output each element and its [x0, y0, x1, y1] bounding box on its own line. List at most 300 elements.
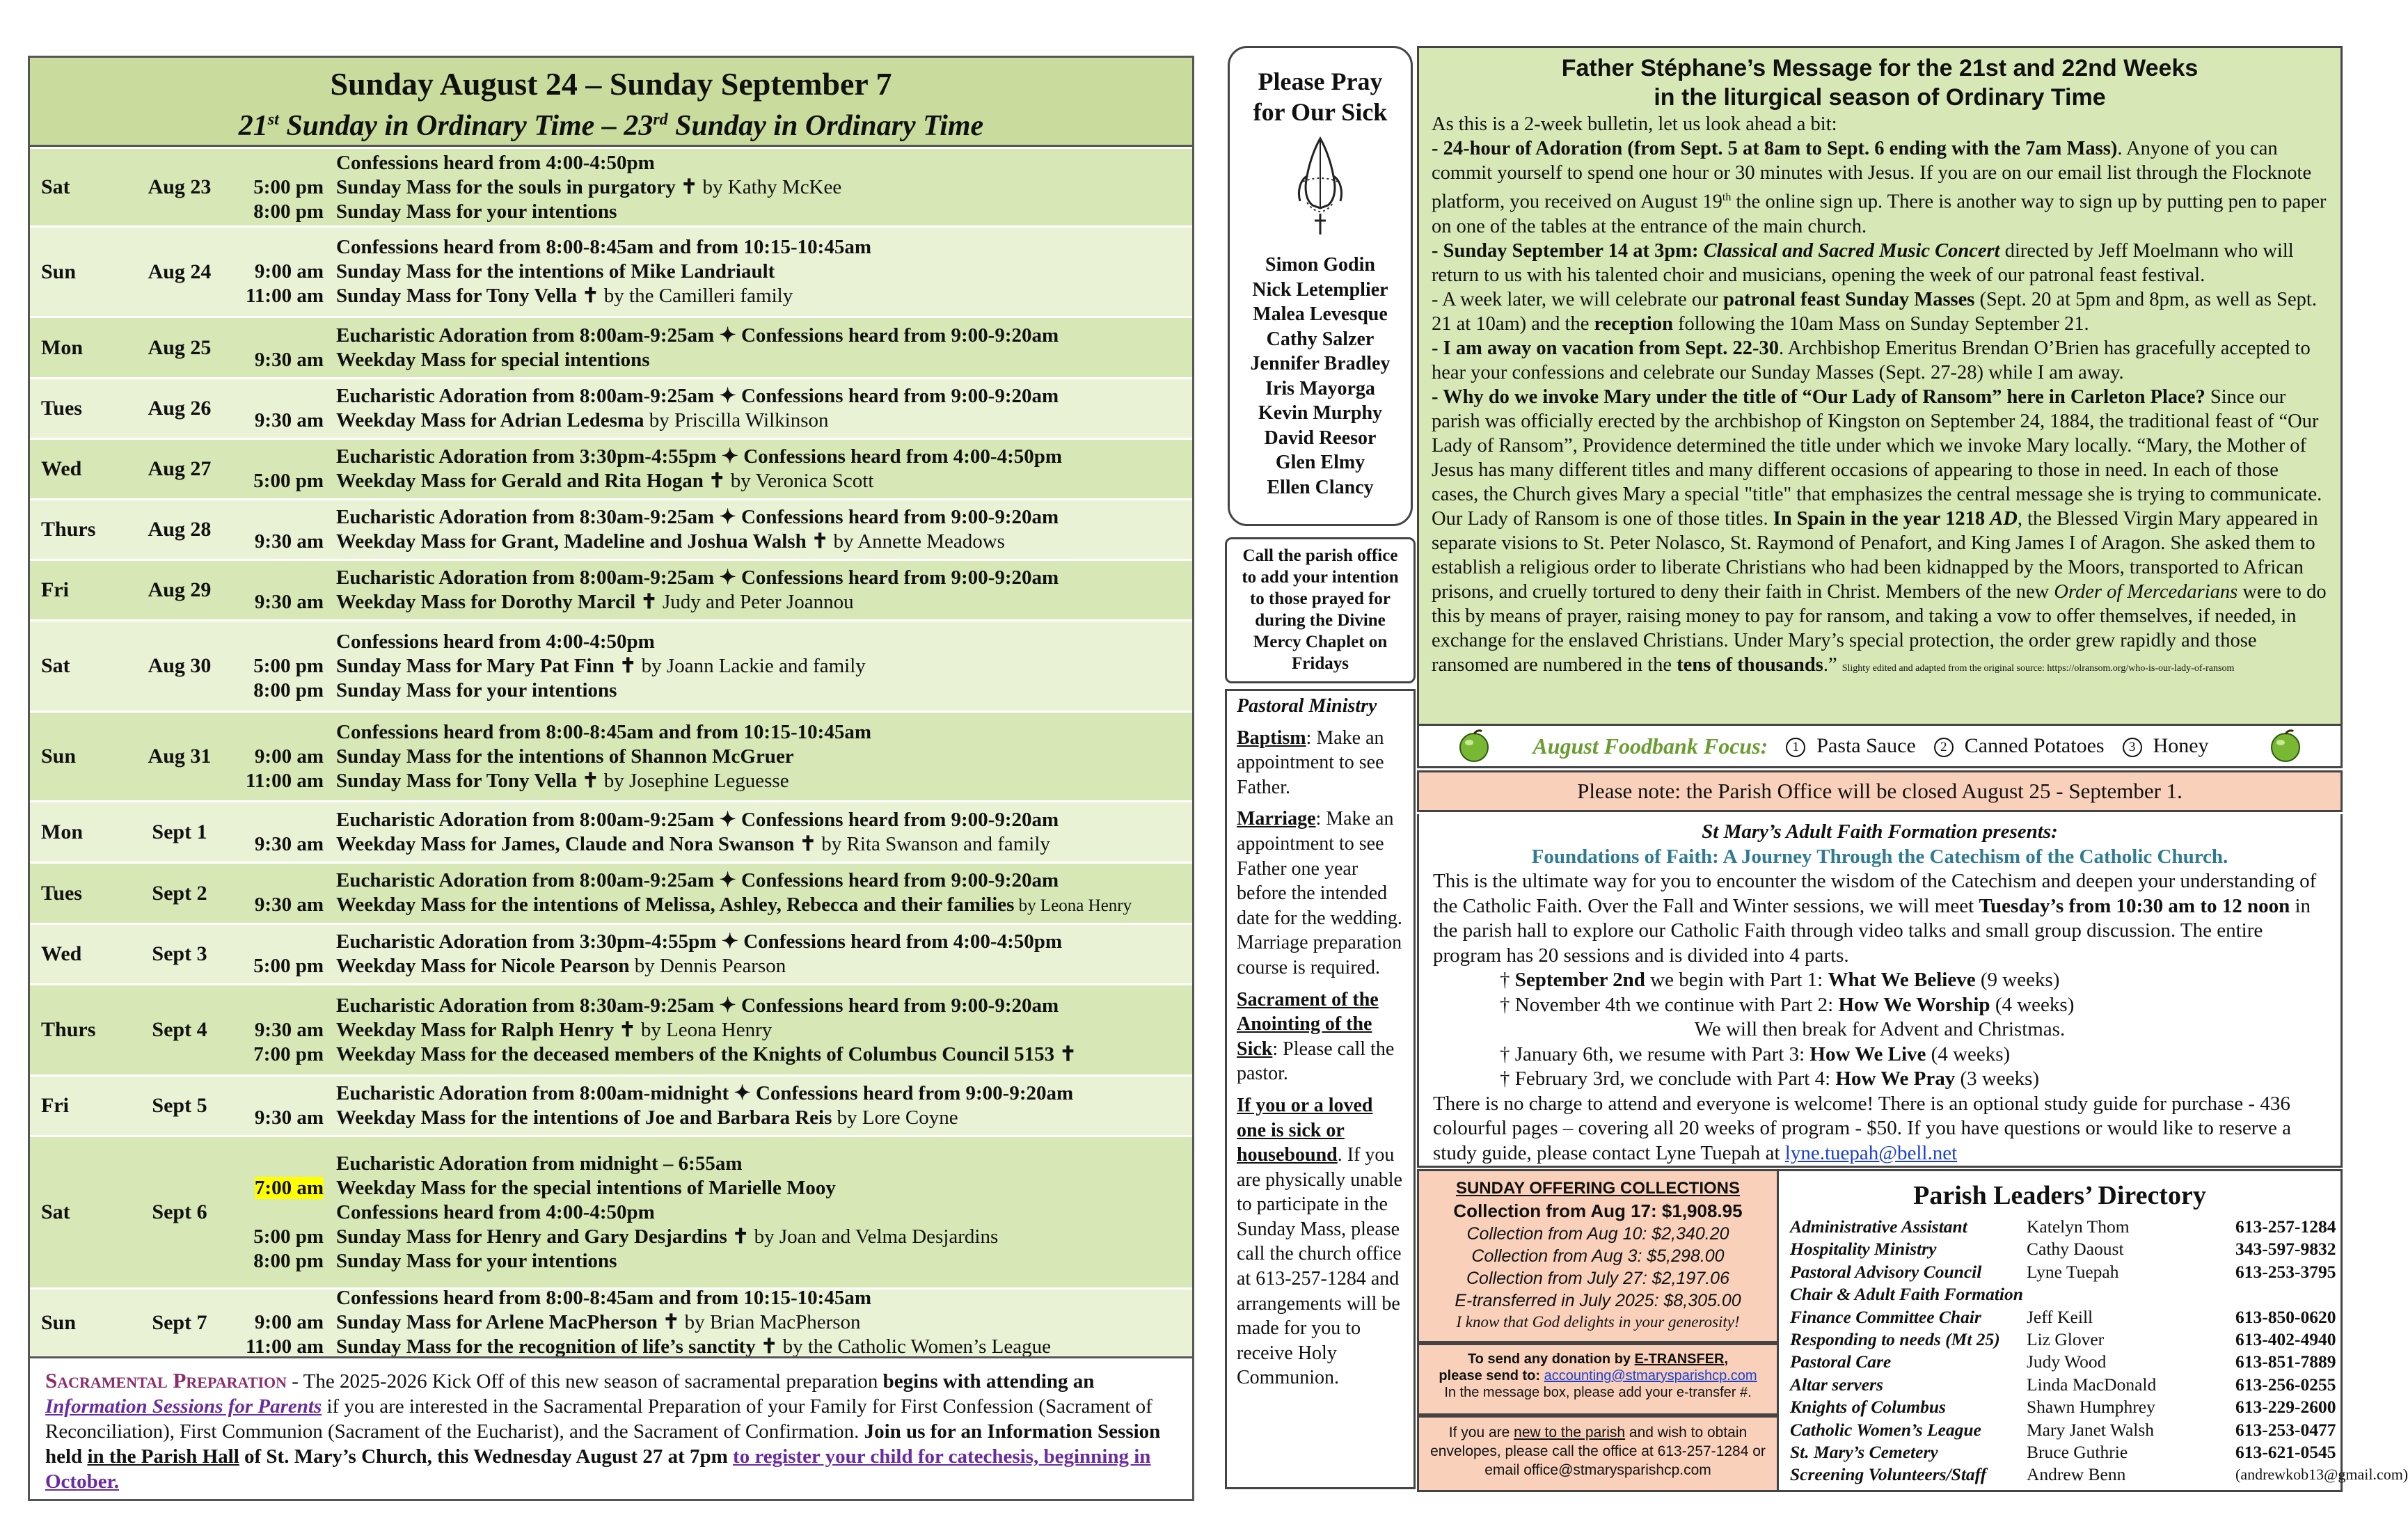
schedule-day: Fri: [41, 578, 69, 601]
schedule-entry: [232, 745, 1192, 769]
schedule-entry: [232, 868, 1192, 893]
offering-line: Collection from July 27: $2,197.06: [1466, 1269, 1729, 1288]
directory-name: Cathy Daoust: [2027, 1239, 2124, 1260]
schedule-row: [30, 318, 1192, 379]
entry-text: Eucharistic Adoration from 8:00am-midnight ✦ Confessions heard from 9:00-9:20am: [336, 1082, 1074, 1104]
entry-time: [232, 566, 336, 590]
schedule-subtitle: 21st Sunday in Ordinary Time – 23rd Sunday in Ordinary Time: [238, 110, 984, 142]
directory-role: Knights of Columbus: [1790, 1397, 1946, 1418]
directory-role: Hospitality Ministry: [1790, 1239, 1937, 1260]
entry-time: [232, 324, 336, 348]
entry-time: 11:00 am: [246, 1335, 324, 1358]
directory-phone: (andrewkob13@gmail.com): [2235, 1466, 2408, 1484]
directory-name: Bruce Guthrie: [2027, 1442, 2128, 1463]
schedule-date: Aug 24: [148, 260, 212, 283]
schedule-entry: [232, 1310, 1192, 1335]
entry-time: [232, 994, 336, 1018]
entry-text: Weekday Mass for special intentions: [336, 348, 650, 371]
schedule-header: [30, 58, 1192, 147]
directory-phone: 613-257-1284: [2235, 1216, 2336, 1237]
offering-history: [1419, 1223, 1777, 1312]
schedule-entries: [232, 1081, 1192, 1130]
entry-text: Eucharistic Adoration from 3:30pm-4:55pm ✦ Confessions heard from 4:00-4:50pm: [336, 930, 1063, 953]
schedule-date: Aug 25: [148, 335, 212, 359]
schedule-date: Aug 23: [148, 175, 212, 198]
schedule-day: Tues: [41, 881, 82, 905]
faith-intro: This is the ultimate way for you to encounter the wisdom of the Catechism and deepen your understanding of the Catholic Faith. Over the Fall and Winter sessions, we will meet Tuesday’s from 10:30 am to 12 noon in the parish hall to explore our Catholic Faith through video talks and small group discussion. The entire program has 20 sessions and is divided into 4 parts.: [1433, 870, 2317, 967]
schedule-entry: [232, 994, 1192, 1018]
apple-icon: [1457, 729, 1491, 763]
entry-text: Weekday Mass for Dorothy Marcil ✝ Judy and Peter Joannou: [336, 591, 854, 613]
schedule-date: Aug 29: [148, 578, 212, 601]
directory-role: Pastoral Advisory Council: [1790, 1261, 1982, 1282]
offering-thanks: I know that God delights in your generosity!: [1456, 1313, 1740, 1331]
schedule-entry: [232, 954, 1192, 978]
schedule-entry: [232, 1152, 1192, 1176]
schedule-date: Aug 28: [148, 518, 212, 541]
directory-row: [1790, 1261, 2336, 1283]
schedule-entry: [232, 1249, 1192, 1274]
entry-text: Eucharistic Adoration from 8:00am-9:25am ✦ Confessions heard from 9:00-9:20am: [336, 566, 1059, 589]
schedule-day: Sun: [41, 1310, 77, 1334]
apple-icon: [2268, 729, 2303, 763]
entry-time: 9:30 am: [254, 348, 324, 371]
directory-row: [1790, 1306, 2336, 1328]
schedule-entries: [232, 720, 1192, 793]
schedule-date: Aug 27: [148, 457, 212, 480]
mass-schedule: [28, 56, 1194, 1501]
entry-text: Sunday Mass for Henry and Gary Desjardins ✝ by Joan and Velma Desjardins: [336, 1225, 999, 1248]
foodbank-title: August Foodbank Focus:: [1532, 733, 1768, 759]
schedule-row: [30, 864, 1192, 925]
schedule-day: Sat: [41, 175, 70, 198]
new-parishioner-info: If you are new to the parish and wish to obtain envelopes, please call the office at 613-257-1284 or email office@stmarysparishcp.com: [1417, 1415, 1779, 1492]
anointing-item: Sacrament of the Anointing of the Sick: Please call the pastor.: [1237, 988, 1395, 1085]
schedule-date: Sept 2: [152, 881, 207, 905]
entry-time: [232, 630, 336, 654]
entry-time: 11:00 am: [246, 769, 324, 792]
entry-text: Sunday Mass for your intentions: [336, 200, 617, 223]
item-number: 3: [2123, 738, 2142, 757]
entry-time: 9:30 am: [254, 530, 324, 553]
schedule-date: Sept 4: [152, 1018, 207, 1041]
ministry-heading: Pastoral Ministry: [1237, 695, 1377, 717]
parish-leaders-directory: [1779, 1169, 2408, 1492]
offering-line: E-transferred in July 2025: $8,305.00: [1455, 1291, 1741, 1310]
adult-faith-formation: [1417, 814, 2343, 1168]
schedule-row: [30, 802, 1192, 864]
directory-name: Linda MacDonald: [2027, 1374, 2157, 1395]
register-child-link[interactable]: to register your child for catechesis, beginning in October.: [45, 1445, 1151, 1493]
schedule-entries: [232, 384, 1192, 433]
directory-row: [1790, 1374, 2336, 1396]
schedule-day: Mon: [41, 820, 83, 843]
directory-row: [1790, 1419, 2336, 1441]
schedule-entry: [232, 530, 1192, 554]
schedule-row: [30, 1137, 1192, 1290]
faith-cost: There is no charge to attend and everyone is welcome! There is an optional study guide for purchase - 436 colourful pages – covering all 20 weeks of program - $50. If you have questions or would like to reserve a study guide, please contact Lyne Tuepah at lyne.tuepah@bell.net: [1433, 1092, 2291, 1164]
directory-title: Parish Leaders’ Directory: [1913, 1181, 2206, 1210]
entry-text: Confessions heard from 4:00-4:50pm: [336, 630, 655, 653]
schedule-row: [30, 440, 1192, 500]
schedule-row: [30, 925, 1192, 985]
schedule-row: [30, 500, 1192, 561]
schedule-entries: [232, 235, 1192, 308]
directory-phone: 613-253-0477: [2235, 1419, 2336, 1440]
housebound-item: If you or a loved one is sick or housebound. If you are physically unable to participate in the Sunday Mass, please call the church office at 613-257-1284 and arrangements will be made for you to receive Holy Communion.: [1237, 1094, 1402, 1389]
entry-time: [232, 1200, 336, 1225]
foodbank-item: [1786, 734, 1915, 757]
schedule-entries: [232, 566, 1192, 614]
faith-break: We will then break for Advent and Christmas.: [1694, 1018, 2066, 1040]
schedule-entries: [232, 445, 1192, 493]
entry-text: Weekday Mass for Nicole Pearson by Dennis Pearson: [336, 955, 786, 977]
schedule-entry: [232, 630, 1192, 654]
foodbank-item: [2123, 734, 2209, 757]
schedule-entry: [232, 324, 1192, 348]
directory-role: Chair & Adult Faith Formation: [1790, 1284, 2023, 1305]
info-sessions-link[interactable]: Information Sessions for Parents: [45, 1395, 322, 1418]
directory-phone: 613-402-4940: [2235, 1329, 2336, 1350]
item-number: 1: [1786, 738, 1805, 757]
entry-time: [232, 868, 336, 893]
entry-time: [232, 235, 336, 260]
directory-row: [1790, 1328, 2336, 1351]
schedule-entry: [232, 151, 1192, 175]
sick-name: Nick Letemplier: [1252, 278, 1388, 301]
directory-phone: 613-851-7889: [2235, 1351, 2336, 1372]
schedule-entry: [232, 200, 1192, 224]
entry-text: Eucharistic Adoration from 3:30pm-4:55pm ✦ Confessions heard from 4:00-4:50pm: [336, 445, 1063, 468]
directory-row: [1790, 1441, 2336, 1463]
schedule-entry: [232, 808, 1192, 832]
item-label: Pasta Sauce: [1816, 734, 1916, 757]
entry-text: Weekday Mass for the special intentions of Marielle Mooy: [336, 1176, 836, 1199]
entry-time: 5:00 pm: [253, 175, 324, 198]
directory-phone: 613-253-3795: [2235, 1261, 2336, 1282]
schedule-entry: [232, 1225, 1192, 1249]
schedule-date: Sept 5: [152, 1094, 207, 1117]
schedule-row: [30, 1077, 1192, 1137]
schedule-date: Sept 6: [152, 1200, 207, 1223]
sick-name: Simon Godin: [1265, 254, 1375, 276]
sick-name: Glen Elmy: [1275, 452, 1365, 473]
schedule-entry: [232, 679, 1192, 703]
item-label: Honey: [2153, 734, 2209, 757]
foodbank-item: [1934, 734, 2105, 757]
entry-time: 9:30 am: [254, 894, 324, 916]
schedule-entry: [232, 893, 1192, 918]
entry-text: Sunday Mass for Tony Vella ✝ by Josephine Leguesse: [336, 769, 789, 792]
source-note: Slighty edited and adapted from the original source: https://olransom.org/who-is-our-lady-of-ransom: [1841, 663, 2235, 674]
directory-name: Shawn Humphrey: [2027, 1397, 2155, 1418]
sick-name: Ellen Clancy: [1267, 476, 1374, 498]
entry-time: 9:00 am: [254, 1311, 324, 1333]
schedule-entry: [232, 1200, 1192, 1225]
entry-text: Sunday Mass for the recognition of life’s sanctity ✝ by the Catholic Women’s League: [336, 1335, 1051, 1358]
directory-role: Pastoral Care: [1790, 1351, 1892, 1372]
entry-text: Eucharistic Adoration from 8:30am-9:25am ✦ Confessions heard from 9:00-9:20am: [336, 506, 1059, 528]
entry-text: Eucharistic Adoration from 8:00am-9:25am ✦ Confessions heard from 9:00-9:20am: [336, 324, 1059, 347]
directory-row: [1790, 1463, 2408, 1486]
schedule-day: Sun: [41, 745, 77, 768]
entry-text: Sunday Mass for the intentions of Mike Landriault: [336, 260, 775, 283]
schedule-entries: [232, 630, 1192, 703]
etransfer-info: To send any donation by E-TRANSFER, please send to: accounting@stmarysparishcp.com In the message box, please add your e-transfer #.: [1417, 1343, 1779, 1415]
entry-time: 7:00 pm: [253, 1042, 324, 1065]
schedule-entry: [232, 469, 1192, 493]
schedule-day: Mon: [41, 335, 83, 359]
entry-text: Weekday Mass for the intentions of Joe and Barbara Reis by Lore Coyne: [336, 1106, 958, 1129]
entry-time: [232, 384, 336, 408]
faith-part-1: † September 2nd we begin with Part 1: What We Believe (9 weeks): [1500, 969, 2060, 991]
entry-time: 9:30 am: [254, 1106, 324, 1129]
entry-time: 5:00 pm: [253, 1225, 324, 1248]
directory-row: [1790, 1238, 2336, 1260]
directory-row: [1790, 1216, 2336, 1238]
office-closed-notice: Please note: the Parish Office will be closed August 25 - September 1.: [1417, 770, 2343, 812]
schedule-row: [30, 1287, 1192, 1358]
schedule-entry: [232, 1335, 1192, 1359]
schedule-row: [30, 713, 1192, 802]
entry-time: [232, 930, 336, 954]
entry-time: [232, 1286, 336, 1310]
entry-text: Eucharistic Adoration from 8:00am-9:25am ✦ Confessions heard from 9:00-9:20am: [336, 869, 1059, 891]
schedule-row: [30, 379, 1192, 440]
father-message: [1417, 46, 2343, 724]
sick-name: Kevin Murphy: [1258, 402, 1383, 424]
directory-role: Catholic Women’s League: [1790, 1419, 1981, 1440]
schedule-entry: [232, 769, 1192, 793]
faith-part-4: † February 3rd, we conclude with Part 4: How We Pray (3 weeks): [1500, 1068, 2040, 1090]
schedule-entry: [232, 1176, 1192, 1200]
directory-phone: 613-229-2600: [2235, 1397, 2336, 1418]
directory-name: Jeff Keill: [2027, 1306, 2093, 1327]
directory-row: [1790, 1396, 2336, 1418]
schedule-title: Sunday August 24 – Sunday September 7: [330, 66, 892, 102]
directory-name: Lyne Tuepah: [2027, 1261, 2119, 1282]
entry-time: [232, 1152, 336, 1176]
entry-text: Confessions heard from 4:00-4:50pm: [336, 151, 655, 174]
entry-time: 7:00 am: [254, 1176, 324, 1199]
entry-text: Sunday Mass for your intentions: [336, 679, 617, 701]
schedule-date: Sept 3: [152, 942, 207, 965]
schedule-row: [30, 985, 1192, 1077]
schedule-entry: [232, 175, 1192, 200]
entry-text: Sunday Mass for Arlene MacPherson ✝ by Brian MacPherson: [336, 1311, 861, 1333]
entry-text: Sunday Mass for the intentions of Shannon McGruer: [336, 745, 794, 768]
entry-text: Confessions heard from 8:00-8:45am and from 10:15-10:45am: [336, 1287, 871, 1309]
directory-rows: [1790, 1216, 2408, 1486]
offering-line: Collection from Aug 10: $2,340.20: [1466, 1224, 1729, 1244]
schedule-day: Thurs: [41, 518, 96, 541]
schedule-row: [30, 561, 1192, 621]
schedule-date: Sept 1: [152, 820, 207, 843]
entry-text: Sunday Mass for your intentions: [336, 1249, 617, 1272]
pastoral-ministry-box: [1225, 689, 1416, 1489]
offering-line: Collection from Aug 3: $5,298.00: [1471, 1246, 1725, 1266]
entry-time: 8:00 pm: [253, 1249, 324, 1272]
sick-name: David Reesor: [1264, 427, 1377, 449]
entry-text: Weekday Mass for Ralph Henry ✝ by Leona Henry: [336, 1018, 773, 1041]
directory-row: [1790, 1351, 2336, 1373]
entry-text: Confessions heard from 8:00-8:45am and from 10:15-10:45am: [336, 236, 871, 258]
baptism-item: Baptism: Make an appointment to see Father.: [1237, 727, 1384, 798]
entry-time: 11:00 am: [246, 285, 324, 307]
pray-title: Please Pray for Our Sick: [1253, 68, 1388, 126]
schedule-entry: [232, 566, 1192, 590]
sick-name: Jennifer Bradley: [1250, 353, 1391, 374]
schedule-entries: [232, 505, 1192, 554]
entry-time: [232, 1081, 336, 1106]
entry-time: 5:00 pm: [253, 470, 324, 492]
faith-email-link[interactable]: lyne.tuepah@bell.net: [1784, 1141, 1958, 1164]
entry-text: Sunday Mass for Mary Pat Finn ✝ by Joann Lackie and family: [336, 654, 866, 677]
entry-time: 9:30 am: [254, 409, 324, 431]
schedule-date: Aug 30: [148, 654, 212, 677]
schedule-entry: [232, 590, 1192, 614]
schedule-entry: [232, 235, 1192, 260]
entry-time: 9:30 am: [254, 832, 324, 855]
offering-title: SUNDAY OFFERING COLLECTIONS: [1455, 1179, 1741, 1198]
entry-text: Weekday Mass for Grant, Madeline and Joshua Walsh ✝ by Annette Meadows: [336, 530, 1005, 553]
father-message-title: Father Stéphane’s Message for the 21st and 22nd Weeks in the liturgical season of Ordinary Time: [1561, 55, 2199, 111]
entry-time: 5:00 pm: [253, 654, 324, 677]
schedule-day: Sat: [41, 654, 70, 677]
schedule-entry: [232, 1106, 1192, 1130]
entry-time: 8:00 pm: [253, 200, 324, 223]
offering-latest: Collection from Aug 17: $1,908.95: [1453, 1200, 1743, 1221]
schedule-entry: [232, 720, 1192, 745]
entry-text: Weekday Mass for James, Claude and Nora Swanson ✝ by Rita Swanson and family: [336, 832, 1050, 855]
item-number: 2: [1934, 738, 1954, 757]
schedule-row: [30, 621, 1192, 713]
directory-row: [1790, 1283, 2329, 1306]
directory-role: Administrative Assistant: [1790, 1216, 1967, 1237]
call-parish-note: Call the parish office to add your intention to those prayed for during the Divine Mercy Chaplet on Fridays: [1225, 537, 1416, 683]
entry-text: Eucharistic Adoration from 8:30am-9:25am ✦ Confessions heard from 9:00-9:20am: [336, 994, 1059, 1017]
entry-text: Weekday Mass for Gerald and Rita Hogan ✝ by Veronica Scott: [336, 470, 874, 492]
father-message-body: As this is a 2-week bulletin, let us look ahead a bit: - 24-hour of Adoration (from Sept. 5 at 8am to Sept. 6 ending with the 7am Mass). Anyone of you can commit yourself to spend one hour or 30 minutes with Jesus. If you are on our email list through the Flocknote platform, you received on August 19th the online sign up. There is another way to sign up by putting pen to paper on one of the tables at the entrance of the main church. - Sunday September 14 at 3pm: Classical and Sacred Music Concert directed by Jeff Moelmann who will return to us with his talented choir and musicians, opening the week of our patronal feast festival. - A week later, we will celebrate our patronal feast Sunday Masses (Sept. 20 at 5pm and 8pm, as well as Sept. 21 at 10am) and the reception following the 10am Mass on Sunday September 21. - I am away on vacation from Sept. 22-30. Archbishop Emeritus Brendan O’Brien has gracefully accepted to hear your confessions and celebrate our Sunday Masses (Sept. 27-28) while I am away. - Why do we invoke Mary under the title of “Our Lady of Ransom” here in Carleton Place? Since our parish was officially erected by the archbishop of Kingston on September 24, 1884, the traditional feast of “Our Lady of Ransom”, Providence determined the title under which we invoke Mary locally. “Mary, the Mother of Jesus has many different titles and many different occasions of appearing to those in need. In each of those cases, the Church gives Mary a special "title" that emphasizes the central message she is trying to communicate. Our Lady of Ransom is one of those titles. In Spain in the year 1218 AD, the Blessed Virgin Mary appeared in separate visions to St. Peter Nolasco, St. Raymond of Penafort, and King James I of Aragon. She asked them to establish a religious order to liberate Christians who had been kidnapped by the Moors, transported to African prisons, and cruelly tortured to deny their faith in Christ. Members of the new Order of Mercedarians were to do this by means of prayer, raising money to pay for ransom, and taking a vow to offer themselves, if needed, in exchange for the enslaved Christians. Under Mary’s special protection, the order grew rapidly and those ransomed are numbered in the tens of thousands.” Slighty edited and adapted from the original source: https://olransom.org/who-is-our-lady-of-ransom: [1432, 113, 2327, 676]
entry-time: [232, 505, 336, 530]
entry-text: Weekday Mass for the intentions of Melissa, Ashley, Rebecca and their families by Leona Henry: [336, 894, 1132, 916]
entry-time: [232, 151, 336, 175]
sick-name: Cathy Salzer: [1266, 328, 1375, 350]
schedule-entry: [232, 260, 1192, 284]
schedule-entries: [232, 994, 1192, 1067]
directory-name: Andrew Benn: [2027, 1464, 2126, 1485]
entry-time: [232, 808, 336, 832]
directory-role: Screening Volunteers/Staff: [1790, 1464, 1987, 1485]
schedule-entries: [232, 324, 1192, 372]
entry-text: Confessions heard from 8:00-8:45am and from 10:15-10:45am: [336, 720, 871, 743]
directory-phone: 613-850-0620: [2235, 1306, 2336, 1327]
faith-program-title: Foundations of Faith: A Journey Through the Catechism of the Catholic Church.: [1531, 845, 2228, 868]
entry-time: [232, 720, 336, 745]
schedule-row: [30, 149, 1192, 228]
directory-name: Katelyn Thom: [2027, 1216, 2130, 1237]
schedule-entry: [232, 408, 1192, 433]
schedule-entry: [232, 930, 1192, 954]
entry-text: Confessions heard from 4:00-4:50pm: [336, 1200, 655, 1223]
schedule-date: Sept 7: [152, 1310, 207, 1334]
sick-name: Iris Mayorga: [1265, 377, 1375, 399]
directory-role: St. Mary’s Cemetery: [1790, 1442, 1938, 1463]
sacramental-preparation: Sacramental Preparation - The 2025-2026 Kick Off of this new season of sacramental preparation begins with attending an Information Sessions for Parents if you are interested in the Sacramental Preparation of your Family for First Confession (Sacrament of Reconciliation), First Communion (Sacrament of the Eucharist), and the Sacrament of Confirmation. Join us for an Information Session held in the Parish Hall of St. Mary’s Church, this Wednesday August 27 at 7pm to register your child for catechesis, beginning in October.: [30, 1356, 1192, 1499]
schedule-date: Aug 26: [148, 397, 212, 420]
schedule-entries: [232, 868, 1192, 918]
entry-text: Eucharistic Adoration from 8:00am-9:25am ✦ Confessions heard from 9:00-9:20am: [336, 385, 1059, 407]
entry-time: 9:00 am: [254, 745, 324, 768]
directory-phone: 343-597-9832: [2235, 1239, 2336, 1260]
entry-time: 9:30 am: [254, 591, 324, 613]
entry-text: Sunday Mass for Tony Vella ✝ by the Camilleri family: [336, 285, 793, 307]
schedule-day: Tues: [41, 397, 82, 420]
foodbank-items: [1786, 734, 2226, 758]
schedule-entry: [232, 1042, 1192, 1067]
item-label: Canned Potatoes: [1964, 734, 2105, 757]
schedule-entry: [232, 1286, 1192, 1310]
foodbank-focus: [1417, 724, 2343, 768]
directory-name: [2027, 1283, 2235, 1306]
schedule-entries: [232, 151, 1192, 224]
schedule-entries: [232, 1152, 1192, 1274]
schedule-day: Fri: [41, 1094, 69, 1117]
entry-text: Eucharistic Adoration from midnight – 6:55am: [336, 1152, 743, 1175]
schedule-day: Sat: [41, 1200, 70, 1223]
schedule-entry: [232, 1081, 1192, 1106]
schedule-day: Wed: [41, 942, 82, 965]
entry-time: 9:00 am: [254, 260, 324, 283]
entry-time: 8:00 pm: [253, 679, 324, 701]
entry-text: Sunday Mass for the souls in purgatory ✝ by Kathy McKee: [336, 175, 842, 198]
entry-time: [232, 445, 336, 469]
schedule-day: Thurs: [41, 1018, 96, 1041]
schedule-entries: [232, 1286, 1192, 1359]
schedule-date: Aug 31: [148, 745, 212, 768]
schedule-entry: [232, 654, 1192, 679]
schedule-entries: [232, 808, 1192, 857]
schedule-entries: [232, 930, 1192, 978]
sick-list: [1230, 253, 1411, 500]
praying-hands-icon: [1282, 133, 1359, 244]
faith-part-3: † January 6th, we resume with Part 3: How We Live (4 weeks): [1500, 1042, 2011, 1065]
schedule-entry: [232, 384, 1192, 408]
directory-name: Mary Janet Walsh: [2027, 1419, 2155, 1440]
schedule-day: Sun: [41, 260, 77, 283]
entry-text: Weekday Mass for Adrian Ledesma by Priscilla Wilkinson: [336, 409, 829, 431]
directory-name: Judy Wood: [2027, 1351, 2107, 1372]
faith-part-2: † November 4th we continue with Part 2: How We Worship (4 weeks): [1500, 993, 2075, 1016]
schedule-entry: [232, 348, 1192, 372]
sick-name: Malea Levesque: [1253, 303, 1388, 325]
entry-text: Weekday Mass for the deceased members of the Knights of Columbus Council 5153 ✝: [336, 1042, 1077, 1065]
directory-role: Finance Committee Chair: [1790, 1306, 1981, 1327]
entry-time: 9:30 am: [254, 1018, 324, 1041]
entry-time: 5:00 pm: [253, 955, 324, 977]
schedule-entry: [232, 1018, 1192, 1042]
entry-text: Eucharistic Adoration from 8:00am-9:25am ✦ Confessions heard from 9:00-9:20am: [336, 808, 1059, 831]
directory-phone: 613-256-0255: [2235, 1374, 2336, 1395]
faith-presents: St Mary’s Adult Faith Formation presents:: [1702, 820, 2058, 843]
schedule-entry: [232, 284, 1192, 308]
sacramental-heading: Sacramental Preparation: [45, 1368, 287, 1393]
schedule-entry: [232, 832, 1192, 857]
marriage-item: Marriage: Make an appointment to see Father one year before the intended date for the wedding. Marriage preparation course is required.: [1237, 808, 1402, 978]
schedule-entry: [232, 505, 1192, 530]
accounting-email-link[interactable]: accounting@stmarysparishcp.com: [1544, 1368, 1757, 1383]
directory-role: Responding to needs (Mt 25): [1790, 1329, 2000, 1350]
